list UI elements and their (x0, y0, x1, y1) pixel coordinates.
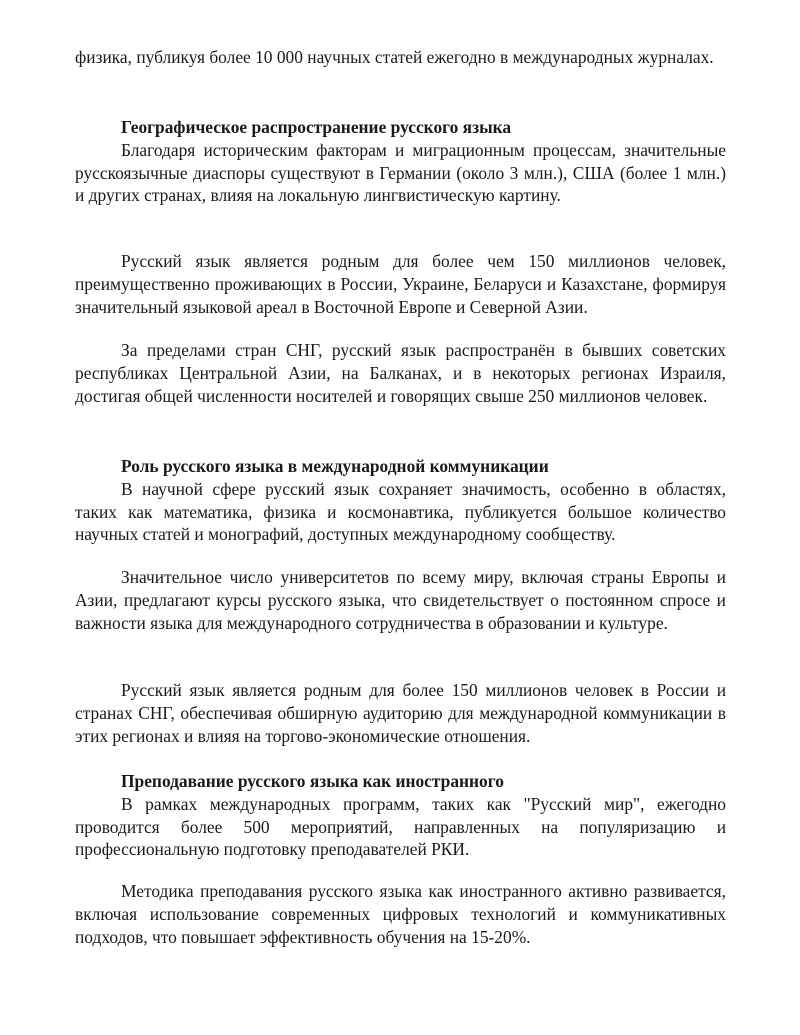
section-teaching (75, 770, 726, 861)
body-paragraph: Благодаря историческим факторам и миграционным процессам, значительные русскоязычные диаспоры существуют в Германии (около 3 млн.), США (более 1 млн.) и других странах, влияя на локальную лингвистическую картину. (75, 139, 726, 206)
body-paragraph: В научной сфере русский язык сохраняет значимость, особенно в областях, таких как математика, физика и космонавтика, публикуется большое количество научных статей и монографий, доступных международному сообществу. (75, 478, 726, 545)
body-paragraph: Русский язык является родным для более чем 150 миллионов человек, преимущественно проживающих в России, Украине, Беларуси и Казахстане, формируя значительный языковой ареал в Восточной Европе и Северной Азии. (75, 251, 726, 317)
section-geography-p3 (75, 339, 726, 407)
section-heading: Географическое распространение русского языка (121, 117, 512, 137)
body-paragraph: Значительное число университетов по всему миру, включая страны Европы и Азии, предлагают курсы русского языка, что свидетельствует о постоянном спросе и важности языка для международного сотрудничества в образовании и культуре. (75, 567, 726, 633)
body-paragraph: За пределами стран СНГ, русский язык распространён в бывших советских республиках Центральной Азии, на Балканах, и в некоторых регионах Израиля, достигая общей численности носителей и говорящих свыше 250 миллионов человек. (75, 340, 726, 406)
intro-block (75, 46, 726, 69)
body-paragraph: Методика преподавания русского языка как иностранного активно развивается, включая использование современных цифровых технологий и коммуникативных подходов, что повышает эффективность обучения на 15-20%. (75, 881, 726, 947)
section-geography-p2 (75, 250, 726, 318)
section-heading: Преподавание русского языка как иностранного (121, 771, 504, 791)
section-geography (75, 116, 726, 207)
section-heading: Роль русского языка в международной коммуникации (121, 456, 549, 476)
section-teaching-p2 (75, 880, 726, 948)
intro-paragraph: физика, публикуя более 10 000 научных статей ежегодно в международных журналах. (75, 47, 714, 67)
section-communication (75, 455, 726, 546)
section-communication-p2 (75, 566, 726, 634)
body-paragraph: Русский язык является родным для более 150 миллионов человек в России и странах СНГ, обеспечивая обширную аудиторию для международной коммуникации в этих регионах и влияя на торгово-экономические отношения. (75, 680, 726, 746)
body-paragraph: В рамках международных программ, таких как "Русский мир", ежегодно проводится более 500 мероприятий, направленных на популяризацию и профессиональную подготовку преподавателей РКИ. (75, 793, 726, 860)
section-communication-p3 (75, 679, 726, 747)
